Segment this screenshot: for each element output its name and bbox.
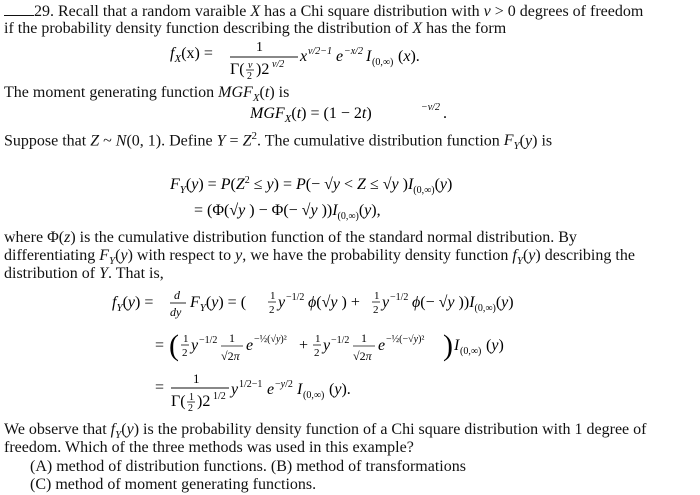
mgf-intro: The moment generating function $MGF_X(t)$ is: [4, 84, 290, 105]
option-b[interactable]: (B) method of transformations: [270, 458, 466, 475]
svg-text:2: 2: [182, 347, 188, 359]
svg-text:I: I: [454, 337, 460, 354]
svg-text:Γ(: Γ(: [171, 393, 186, 410]
svg-text:)2: )2: [256, 61, 270, 78]
svg-text:d: d: [174, 288, 180, 302]
pdf-formula: [170, 38, 500, 89]
svg-text:1: 1: [189, 392, 194, 403]
svg-text:(0,∞): (0,∞): [372, 57, 394, 68]
svg-text:MGFX(t) = (1 − 2t): $MGF_X(t) = (1 - 2t)$: [250, 105, 372, 124]
problem-number: 29.: [34, 3, 54, 20]
option-a[interactable]: (A) method of distribution functions.: [30, 458, 267, 475]
svg-text:−x/2: −x/2: [344, 46, 363, 57]
svg-text:(y).: (y).: [329, 381, 351, 398]
svg-text:Γ(: Γ(: [230, 61, 245, 78]
svg-text:I: I: [366, 48, 372, 65]
svg-text:v: v: [248, 60, 253, 71]
svg-text:= (Φ(√y ) − Φ(− √y ))I(0,∞)(y): = (Φ(√y ) − Φ(− √y ))$I_{(0,\infty)}(y)$,: [194, 202, 381, 222]
svg-text:y: y: [231, 381, 239, 398]
svg-text:1: 1: [183, 333, 189, 345]
svg-text:y: y: [323, 337, 331, 354]
svg-text:−v/2: −v/2: [421, 102, 440, 113]
svg-text:1: 1: [229, 331, 235, 345]
svg-text:1: 1: [374, 290, 380, 302]
svg-text:y: y: [382, 294, 390, 311]
svg-text:2: 2: [269, 304, 275, 316]
svg-text:FY(y) = (: $F_Y(y)$ = (: [190, 294, 247, 314]
answer-blank[interactable]: [4, 3, 34, 16]
svg-text:)2: )2: [197, 393, 211, 410]
svg-text:2: 2: [314, 347, 320, 359]
svg-text:I: I: [297, 381, 303, 398]
svg-text:2: 2: [247, 71, 252, 82]
svg-text:dy: dy: [170, 305, 182, 319]
svg-text:fY(y) =: $f_Y(y)$ =: [112, 294, 154, 314]
svg-text:1: 1: [315, 333, 321, 345]
svg-text:): ): [443, 329, 453, 362]
svg-text:2: 2: [373, 304, 379, 316]
derivation-line-2: [155, 323, 585, 376]
svg-text:−1/2: −1/2: [331, 335, 350, 346]
svg-text:ϕ(− √y ))I(0,∞)(y): ϕ(− √y ))$I_{(0,\infty)}(y)$: [412, 294, 514, 314]
svg-text:−1/2: −1/2: [286, 292, 305, 303]
svg-text:FY(y) = P(Z2 ≤ y) = P(− √y < Z: $F_Y(y) = P(Z^2 \le y) = P(- √y < Z \le √y$ )$I_{(0,\infty)}(y)$: [170, 175, 453, 196]
svg-text:e: e: [267, 381, 275, 398]
observe-line-2: freedom. Which of the three methods was used in this example?: [4, 439, 414, 456]
options-row-1: [30, 457, 466, 476]
svg-text:2: 2: [188, 403, 193, 414]
svg-text:−1/2: −1/2: [390, 292, 409, 303]
cdf-line-2: [194, 196, 494, 227]
svg-text:√2π: √2π: [221, 349, 240, 363]
options-row-2: [30, 475, 316, 494]
svg-text:(x).: (x).: [398, 48, 420, 65]
svg-text:v/2−1: v/2−1: [308, 46, 332, 57]
svg-text:e: e: [336, 48, 344, 65]
derivation-line-3: [155, 370, 435, 419]
svg-text:(0,∞): (0,∞): [460, 346, 482, 357]
svg-text:1/2−1: 1/2−1: [239, 379, 263, 390]
svg-text:y: y: [278, 294, 286, 311]
svg-text:y: y: [191, 337, 199, 354]
svg-text:1: 1: [270, 290, 276, 302]
where-line-3: distribution of Y. That is,: [4, 265, 164, 282]
where-line-2: differentiating $F_Y(y)$ with respect to y, we have the probability density function $f_Y(y)$ describing the: [4, 247, 635, 268]
svg-text:fX(x) =: $f_X(x)$ =: [170, 45, 213, 65]
svg-text:√2π: √2π: [353, 349, 372, 363]
svg-text:1: 1: [256, 40, 263, 55]
svg-text:v/2: v/2: [272, 59, 285, 70]
svg-text:−½(√y)²: −½(√y)²: [254, 334, 287, 345]
svg-text:=: =: [155, 379, 165, 396]
svg-text:1: 1: [361, 331, 367, 345]
svg-text:1: 1: [193, 371, 200, 386]
svg-text:(y): (y): [486, 337, 504, 354]
svg-text:.: .: [443, 105, 447, 122]
svg-text:(: (: [169, 329, 179, 362]
svg-text:x: x: [300, 48, 308, 65]
option-c[interactable]: (C) method of moment generating functions.: [30, 476, 317, 493]
problem-intro-line-2: if the probability density function describing the distribution of X has the form: [4, 20, 507, 37]
derivation-line-1: [112, 285, 582, 328]
svg-text:=: =: [155, 337, 165, 354]
svg-text:−1/2: −1/2: [199, 335, 218, 346]
svg-text:+: +: [299, 337, 309, 354]
observe-line-1: We observe that $f_Y(y)$ is the probability density function of a Chi square distribution with 1 degree of: [4, 421, 647, 442]
svg-text:−y/2: −y/2: [275, 379, 293, 390]
svg-text:e: e: [246, 337, 254, 354]
suppose-line: Suppose that Z ~ N(0, 1). Define $Y = Z^2$. The cumulative distribution function $F_Y(y)$ is: [4, 130, 553, 153]
svg-text:1/2: 1/2: [213, 391, 226, 402]
where-line-1: where Φ(z) is the cumulative distribution function of the standard normal distribution. By: [4, 229, 577, 246]
svg-text:e: e: [378, 337, 386, 354]
svg-text:−½(−√y)²: −½(−√y)²: [386, 334, 425, 345]
svg-text:ϕ(√y ) +: ϕ(√y ) +: [308, 294, 360, 311]
mgf-formula: [250, 100, 450, 129]
problem-intro-line-1: 29. Recall that a random varaible X has a Chi square distribution with v > 0 degrees of freedom: [4, 2, 643, 21]
svg-text:(0,∞): (0,∞): [303, 390, 325, 401]
